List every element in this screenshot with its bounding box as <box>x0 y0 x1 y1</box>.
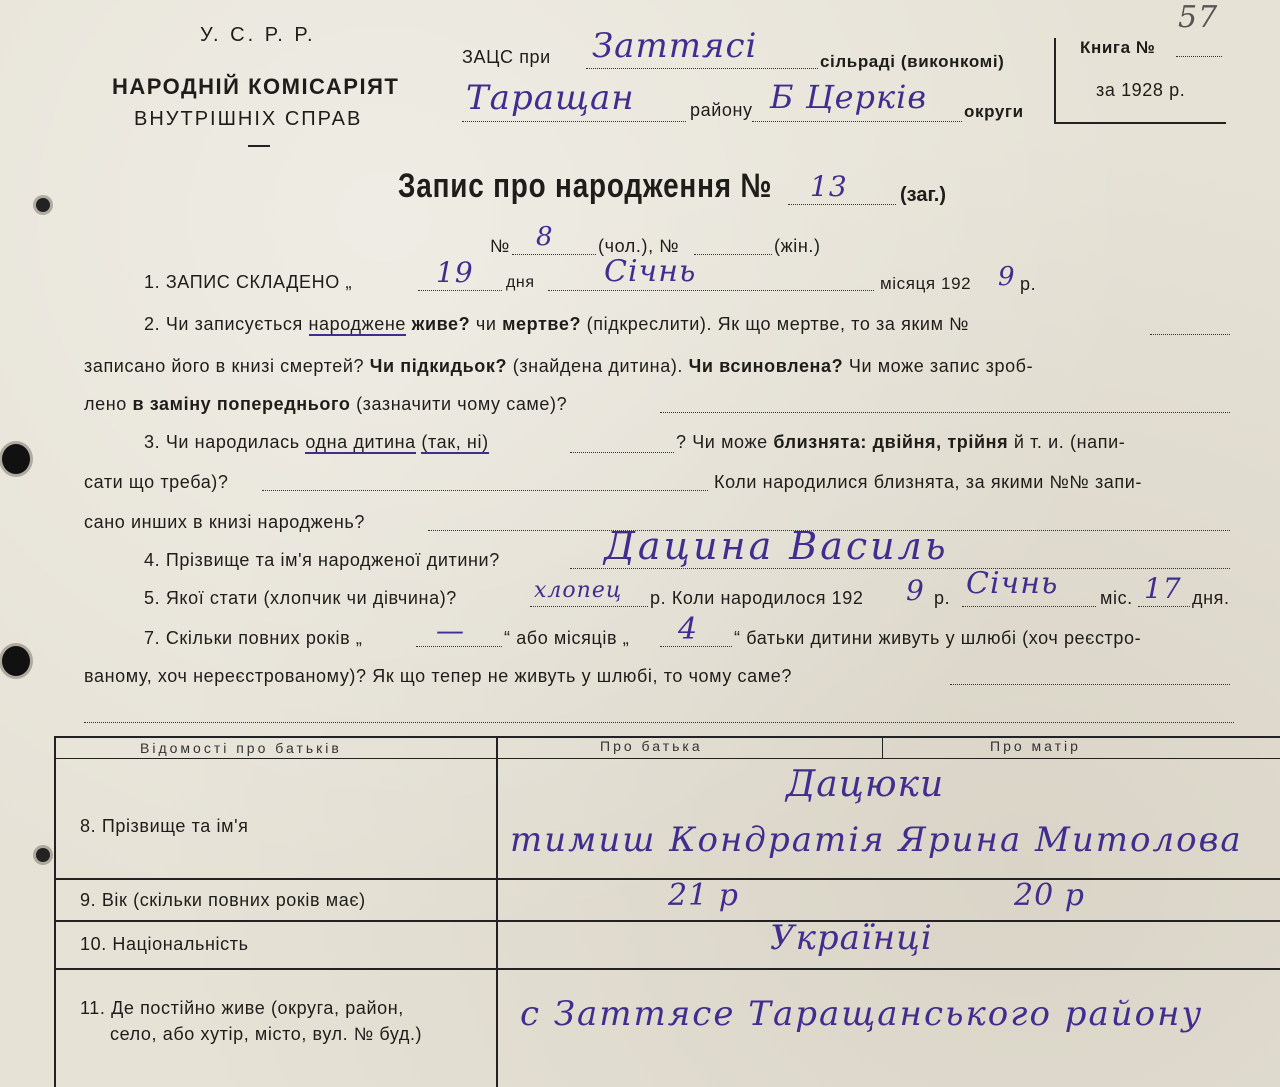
dotted-line <box>962 606 1096 607</box>
table-col-divider <box>496 736 498 1087</box>
row9-label: 9. Вік (скільки повних років має) <box>80 890 366 910</box>
q2-record: Чи може запис зроб- <box>848 356 1034 376</box>
q5-dnia: дня. <box>1192 588 1230 608</box>
q5-mis: міс. <box>1100 588 1133 608</box>
q5-day-handwritten: 17 <box>1144 572 1182 605</box>
q2-adopted: Чи всиновлена? <box>688 356 844 376</box>
table-row-divider <box>54 878 1280 880</box>
q3-etc: й т. и. (напи- <box>1013 432 1126 452</box>
zags-village-handwritten: Заттясі <box>592 26 758 66</box>
table-header-parents: Відомості про батьків <box>140 740 342 756</box>
divider <box>248 145 270 147</box>
q7-months-handwritten: 4 <box>678 612 699 647</box>
q1-day-label: дня <box>506 274 535 291</box>
q2-line3 <box>84 394 567 415</box>
q7-label: 7. Скільки повних років „ <box>144 628 363 648</box>
district-label: району <box>690 100 753 120</box>
dotted-line <box>418 290 502 291</box>
table-row-divider <box>54 968 1280 970</box>
punch-hole <box>2 646 30 676</box>
row9-father-age-handwritten: 21 р <box>668 878 739 913</box>
dotted-line <box>570 452 674 453</box>
record-title: Запис про народження № <box>398 167 773 205</box>
dotted-line <box>788 204 896 205</box>
q5-label: 5. Якої стати (хлопчик чи дівчина)? <box>144 588 457 608</box>
dotted-line <box>1150 334 1230 335</box>
row8-surname-handwritten: Дацюки <box>786 764 945 805</box>
q3-line3: сано инших в книзі народжень? <box>84 512 366 532</box>
row8-names-handwritten: тимиш Кондратія Ярина Митолова <box>510 820 1243 860</box>
dotted-line <box>570 568 1230 569</box>
q5-month-handwritten: Січнь <box>966 566 1059 601</box>
q5-year-handwritten: 9 <box>906 574 925 607</box>
record-number-handwritten: 13 <box>810 170 848 203</box>
zags-suffix: сільраді (виконкомі) <box>820 52 1005 71</box>
q2-foundling: Чи підкидьок? <box>369 356 508 376</box>
female-label: (жін.) <box>774 236 821 256</box>
dotted-line <box>548 290 874 291</box>
q2-dead: мертве? <box>502 314 582 334</box>
dotted-line <box>752 121 962 122</box>
q4-label: 4. Прізвище та ім'я народженої дитини? <box>144 550 500 570</box>
punch-hole <box>36 848 50 862</box>
q7-years-handwritten: — <box>436 614 465 647</box>
table-header-father: Про батька <box>600 738 703 754</box>
q2-found-child: (знайдена дитина). <box>512 356 684 376</box>
commissariat-title: НАРОДНІЙ КОМІСАРІЯТ <box>112 74 400 99</box>
q3-text: 3. Чи народилась <box>144 432 300 452</box>
state-name: У. С. Р. Р. <box>200 24 316 46</box>
q4-child-name-handwritten: Дацина Василь <box>604 524 949 568</box>
q1-label: 1. ЗАПИС СКЛАДЕНО „ <box>144 272 353 292</box>
q3-one-child: одна дитина <box>305 432 416 452</box>
q7-line2: ваному, хоч нереєстрованому)? Як що тепер не живуть у шлюбі, то чому саме? <box>84 666 792 686</box>
dotted-line <box>660 646 732 647</box>
q3-line1 <box>144 432 489 453</box>
zags-prefix: ЗАЦС при <box>462 47 551 67</box>
q2-text: 2. Чи записується <box>144 314 303 334</box>
district-handwritten: Таращан <box>466 78 635 118</box>
q1-day-handwritten: 19 <box>436 256 474 289</box>
q2-alive: живе? <box>411 314 471 334</box>
book-box-left <box>1054 38 1056 124</box>
dotted-line <box>530 606 648 607</box>
row10-nationality-handwritten: Українці <box>770 918 933 958</box>
q1-month-label: місяця 192 <box>880 274 972 293</box>
q2-death-book: записано його в книзі смертей? <box>84 356 365 376</box>
q1-year-suffix: р. <box>1020 274 1037 294</box>
table-row-divider <box>54 920 1280 922</box>
table-header-mother: Про матір <box>990 738 1081 754</box>
q2-or: чи <box>475 314 497 334</box>
q2-made: лено <box>84 394 127 414</box>
q3-line1-rest <box>676 432 1125 453</box>
q5-born-label: р. Коли народилося 192 <box>650 588 864 608</box>
row9-mother-age-handwritten: 20 р <box>1014 878 1085 913</box>
dotted-line <box>694 254 772 255</box>
row10-label: 10. Національність <box>80 934 249 954</box>
corner-number-handwritten: 57 <box>1178 0 1219 35</box>
dotted-line <box>416 646 502 647</box>
punch-hole <box>2 444 30 474</box>
dotted-line <box>1138 606 1190 607</box>
q3-twins: близнята: двійня, трійня <box>773 432 1009 452</box>
q2-replacement: в заміну попереднього <box>132 394 351 414</box>
male-number-handwritten: 8 <box>536 222 554 252</box>
okrug-label: округи <box>964 102 1024 121</box>
q5-sex-handwritten: хлопец <box>534 578 623 603</box>
dotted-line <box>950 684 1230 685</box>
q2-line1 <box>144 314 969 335</box>
book-label: Книга № <box>1080 38 1156 57</box>
dotted-line <box>462 121 686 122</box>
commissariat-subtitle: ВНУТРІШНІХ СПРАВ <box>134 108 363 130</box>
row11-label-line2: село, або хутір, місто, вул. № буд.) <box>110 1024 423 1044</box>
table-left <box>54 736 56 1087</box>
table-header-bottom <box>54 758 1280 759</box>
row11-label-line1: 11. Де постійно живе (округа, район, <box>80 998 404 1018</box>
q1-year-handwritten: 9 <box>998 262 1016 292</box>
record-title-suffix: (заг.) <box>900 184 947 206</box>
okrug-handwritten: Б Церків <box>770 78 927 116</box>
q7-months-label: “ або місяців „ <box>504 628 630 648</box>
q3-yes-no: (так, ні) <box>421 432 489 452</box>
dotted-line <box>262 490 708 491</box>
q3-line2b: Коли народилися близнята, за якими №№ запи- <box>714 472 1143 492</box>
row8-label: 8. Прізвище та ім'я <box>80 816 249 836</box>
q5-r: р. <box>934 588 951 608</box>
q2-line2 <box>84 356 1033 377</box>
book-year: за 1928 р. <box>1096 80 1186 100</box>
dotted-line <box>586 68 818 69</box>
book-box-bottom <box>1054 122 1226 124</box>
q7-rest: “ батьки дитини живуть у шлюбі (хоч реєстро- <box>734 628 1142 648</box>
row11-residence-handwritten: с Заттясе Таращанського району <box>520 994 1204 1034</box>
male-label: (чол.), № <box>598 236 680 256</box>
q2-rest: (підкреслити). Як що мертве, то за яким № <box>586 314 970 334</box>
sub-number-label: № <box>490 236 510 256</box>
dotted-line <box>1176 56 1222 57</box>
q2-specify: (зазначити чому саме)? <box>356 394 568 414</box>
dotted-line <box>512 254 596 255</box>
punch-hole <box>36 198 50 212</box>
q3-maybe: ? Чи може <box>676 432 768 452</box>
q1-month-handwritten: Січнь <box>604 254 697 289</box>
q3-line2a: сати що треба)? <box>84 472 229 492</box>
dotted-line <box>660 412 1230 413</box>
dotted-line <box>84 722 1234 723</box>
q2-born: народжене <box>308 314 406 334</box>
table-col-divider-2 <box>882 736 883 758</box>
